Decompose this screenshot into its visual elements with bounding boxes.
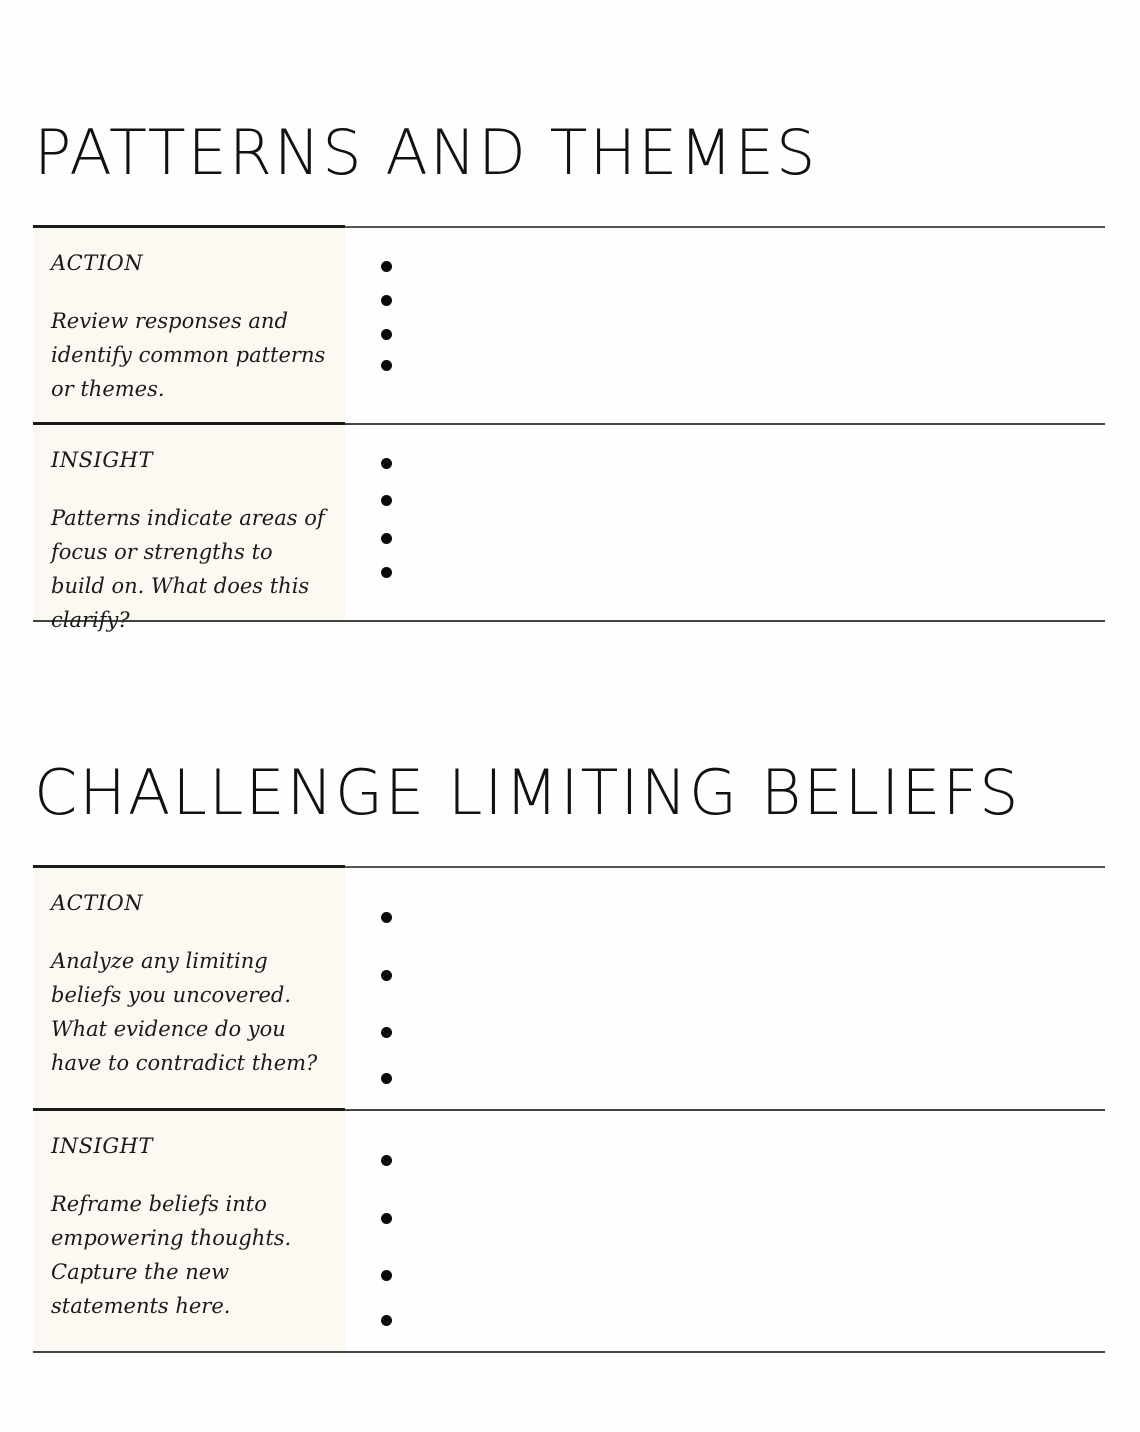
bullet-point <box>381 970 392 981</box>
worksheet-challenge-limiting-beliefs <box>33 866 1105 1353</box>
bullet-point <box>381 458 392 469</box>
worksheet-row-action <box>33 868 1105 1111</box>
bullet-point <box>381 912 392 923</box>
bullet-point <box>381 295 392 306</box>
worksheet-row-insight <box>33 425 1105 632</box>
section-title-challenge-limiting-beliefs: CHALLENGE LIMITING BELIEFS <box>34 756 1021 829</box>
prompt-cell <box>33 868 345 1109</box>
section-title-patterns-and-themes: PATTERNS AND THEMES <box>34 116 818 189</box>
bullet-point <box>381 567 392 578</box>
bullet-point <box>381 1315 392 1326</box>
row-prompt-text: Analyze any limiting beliefs you uncovered. What evidence do you have to contradict them? <box>51 949 318 1075</box>
bullet-point <box>381 360 392 371</box>
worksheet-row-action <box>33 228 1105 425</box>
bullet-point <box>381 1027 392 1038</box>
row-label: INSIGHT <box>51 448 153 472</box>
response-area[interactable] <box>345 228 1105 423</box>
bullet-point <box>381 329 392 340</box>
bullet-point <box>381 261 392 272</box>
bullet-point <box>381 1073 392 1084</box>
row-prompt-text: Patterns indicate areas of focus or strengths to build on. What does this clarify? <box>51 506 325 632</box>
worksheet-patterns-and-themes <box>33 226 1105 632</box>
prompt-cell <box>33 425 345 632</box>
bullet-point <box>381 495 392 506</box>
response-area[interactable] <box>345 868 1105 1109</box>
row-label: ACTION <box>51 891 144 915</box>
bullet-point <box>381 533 392 544</box>
response-area[interactable] <box>345 425 1105 620</box>
prompt-cell <box>33 1111 345 1351</box>
prompt-cell <box>33 228 345 423</box>
row-prompt-text: Review responses and identify common patterns or themes. <box>51 309 326 401</box>
worksheet-row-insight <box>33 1111 1105 1353</box>
bullet-point <box>381 1155 392 1166</box>
row-label: ACTION <box>51 251 144 275</box>
row-label: INSIGHT <box>51 1134 153 1158</box>
bullet-point <box>381 1213 392 1224</box>
bullet-point <box>381 1270 392 1281</box>
row-prompt-text: Reframe beliefs into empowering thoughts. Capture the new statements here. <box>51 1192 292 1318</box>
response-area[interactable] <box>345 1111 1105 1351</box>
